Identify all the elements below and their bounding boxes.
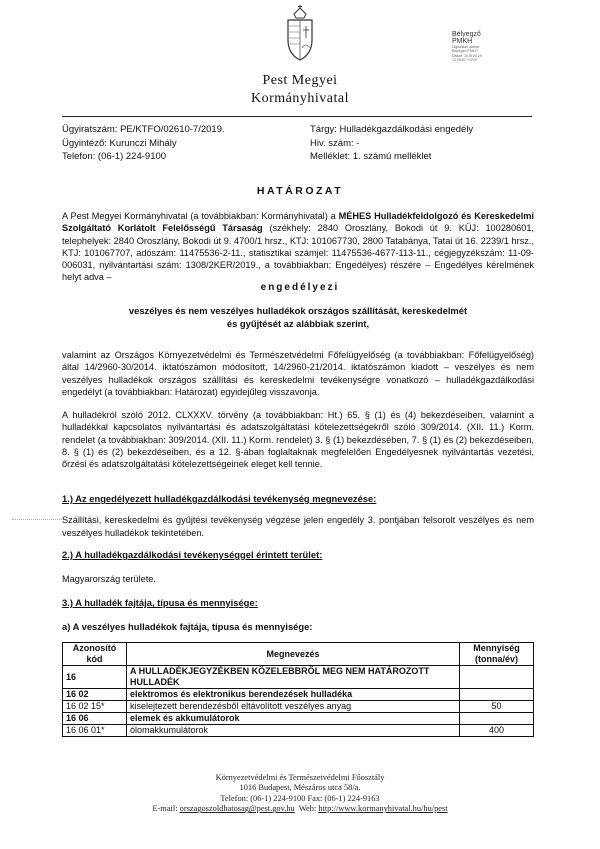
section-2-heading: 2.) A hulladékgazdálkodási tevékenységgel érintett terület: — [62, 549, 323, 560]
col-qty-header: Mennyiség (tonna/év) — [460, 643, 534, 666]
header-divider — [62, 116, 532, 117]
stamp-tiny-3: Dátum: 2019.05.29 — [452, 53, 482, 58]
col-code-header: Azonosító kód — [63, 643, 127, 666]
footer-address: 1016 Budapest, Mészáros utca 58/a. — [239, 783, 361, 793]
footer-department: Környezetvédelmi és Természetvédelmi Főosztály — [215, 773, 385, 782]
footer — [0, 773, 600, 815]
section-1-text: Szállítási, kereskedelmi és gyűjtési tevékenység végzése jelen engedély 3. pontjában felsorolt veszélyes és nem veszélyes hulladékok tekintetében. — [62, 515, 534, 538]
email-link[interactable]: orszagoszoldhatosag@pest.gov.hu — [179, 804, 295, 814]
cell-qty: 50 — [460, 701, 534, 713]
legal-basis-paragraph: A hulladékról szóló 2012. CLXXXV. törvény (a továbbiakban: Ht.) 65. § (1) és (4) bekezdéseiben, valamint a hulladékkal kapcsolatos nyilvántartási és adatszolgáltatási kötelezettségekről szóló 309/2014. (XII. 11.) Korm. rendelet (a továbbiakban: 309/2014. (XII. 11.) Korm. rendelet) 3. § (1) bekezdésében, 7. § (1) és (2) bekezdéseiben, 8. § (1) és (2) bekezdéseiben, és a 12. §-ában foglaltaknak megfelelően Engedélyesnek nyilvántartás vezetési, őrzési és adatszolgáltatási kötelezettségeinek eleget kell tennie. — [62, 410, 534, 470]
intro-text-b: (székhely: 2840 Oroszlány, Bokodi út 9. KÜJ: 100280601, telephelyek: 2840 Oroszlány, Bokodi út 9. 4700/1 hrsz., KTJ: 101067730, 2800 Tatabánya, Tatai út 16. 2239/1 hrsz., KTJ: 101067707, adószám: 11475536-2-11., statisztikai számjel: 11475536-4677-113-11., cégjegyzékszám: 11-09-006031, nyilvántartási szám: 1308/2KER/2019., a továbbiakban: Engedélyes) részére – Engedélyes kérelmének helyt adva – — [62, 223, 534, 283]
meta-right — [310, 123, 473, 164]
cell-code: 16 06 01* — [63, 725, 127, 737]
cell-name: elektromos és elektronikus berendezések hulladéka — [127, 689, 460, 701]
scan-artifact — [12, 519, 64, 521]
table-row — [63, 713, 534, 725]
decision-subject — [62, 305, 534, 330]
table-row — [63, 701, 534, 713]
email-label: E-mail: — [152, 804, 180, 814]
phone: Telefon: (06-1) 224-9100 — [62, 151, 167, 162]
stamp-tiny-2: Bélyegző PMKH — [452, 49, 478, 54]
cell-name: elemek és akkumulátorok — [127, 713, 460, 725]
cell-qty — [460, 666, 534, 689]
decision-verb: engedélyezi — [260, 282, 340, 293]
section-3-heading: 3.) A hulladék fajtája, típusa és mennyisége: — [62, 597, 258, 608]
stamp-line2: PMKH — [452, 38, 473, 45]
cell-name: A HULLADÉKJEGYZÉKBEN KÖZELEBBRŐL MEG NEM HATÁROZOTT HULLADÉK — [127, 666, 460, 689]
subject: Tárgy: Hulladékgazdálkodási engedély — [310, 124, 474, 135]
case-number: Ügyiratszám: PE/KTFO/02610-7/2019. — [62, 124, 225, 135]
cell-name: kiselejtezett berendezésből eltávolított veszélyes anyag — [127, 701, 460, 713]
cell-code: 16 02 15* — [63, 701, 127, 713]
intro-text-a: A Pest Megyei Kormányhivatal (a továbbiakban: Kormányhivatal) a — [62, 211, 339, 221]
meta-left — [62, 123, 225, 164]
section-1-heading: 1.) Az engedélyezett hulladékgazdálkodási tevékenység megnevezése: — [62, 493, 377, 504]
table-row — [63, 666, 534, 689]
document-title: HATÁROZAT — [256, 185, 344, 197]
table-header-row — [63, 643, 534, 666]
signature-stamp — [452, 31, 542, 63]
decision-subject-line1: veszélyes és nem veszélyes hulladékok országos szállítását, kereskedelmét — [128, 305, 468, 316]
section-3a-heading: a) A veszélyes hulladékok fajtája, típusa és mennyisége: — [62, 621, 313, 632]
decision-subject-line2: és gyűjtését az alábbiak szerint, — [226, 317, 370, 329]
cell-code: 16 06 — [63, 713, 127, 725]
web-link[interactable]: http://www.kormanyhivatal.hu/hu/pest — [318, 804, 448, 814]
stamp-tiny-4: 13:29:52 +02'00' — [452, 58, 478, 63]
table-row — [63, 725, 534, 737]
stamp-line1: Bélyegző — [452, 31, 481, 38]
table-row — [63, 689, 534, 701]
stamp-tiny-1: Digitálisan aláírta: — [452, 45, 480, 49]
reference-number: Hiv. szám: - — [310, 137, 360, 149]
footer-contact — [0, 804, 600, 814]
cell-code: 16 02 — [63, 689, 127, 701]
case-officer: Ügyintéző: Kurunczi Mihály — [62, 137, 177, 149]
company-name: MÉHES Hulladékfeldolgozó és Kereskedelmi Szolgáltató Korlátolt Felelősségű Társaság — [62, 211, 535, 234]
web-label: Web: — [294, 804, 319, 814]
cell-qty — [460, 713, 534, 725]
office-name-line2: Kormányhivatal — [251, 91, 349, 106]
cell-code: 16 — [63, 666, 127, 689]
coat-of-arms-icon — [282, 4, 318, 62]
col-name-header: Megnevezés — [127, 643, 460, 666]
office-name-line1: Pest Megyei — [262, 73, 338, 88]
cell-qty — [460, 689, 534, 701]
office-name — [230, 72, 370, 108]
attachment: Melléklet: 1. számú melléklet — [310, 151, 432, 162]
footer-phone-fax: Telefon: (06-1) 224-9100 Fax: (06-1) 224-9163 — [220, 793, 380, 803]
cell-name: ólomakkumulátorok — [127, 725, 460, 737]
intro-paragraph — [62, 210, 534, 284]
cell-qty: 400 — [460, 725, 534, 737]
section-2-text: Magyarország területe. — [62, 574, 156, 584]
revocation-paragraph: valamint az Országos Környezetvédelmi és Természetvédelmi Főfelügyelőség (a továbbiakban: Főfelügyelőség) által 14/2960-30/2014. iktatószámon módosított, 14/2960-21/2014. iktatószámon kiadott – veszélyes és nem veszélyes hulladékok országos szállítási és kereskedelmi tevékenységre vonatkozó – hulladékgazdálkodási engedélyt (a továbbiakban: Határozat) egyidejűleg visszavonja. — [62, 350, 534, 397]
hazardous-waste-table — [62, 642, 534, 737]
